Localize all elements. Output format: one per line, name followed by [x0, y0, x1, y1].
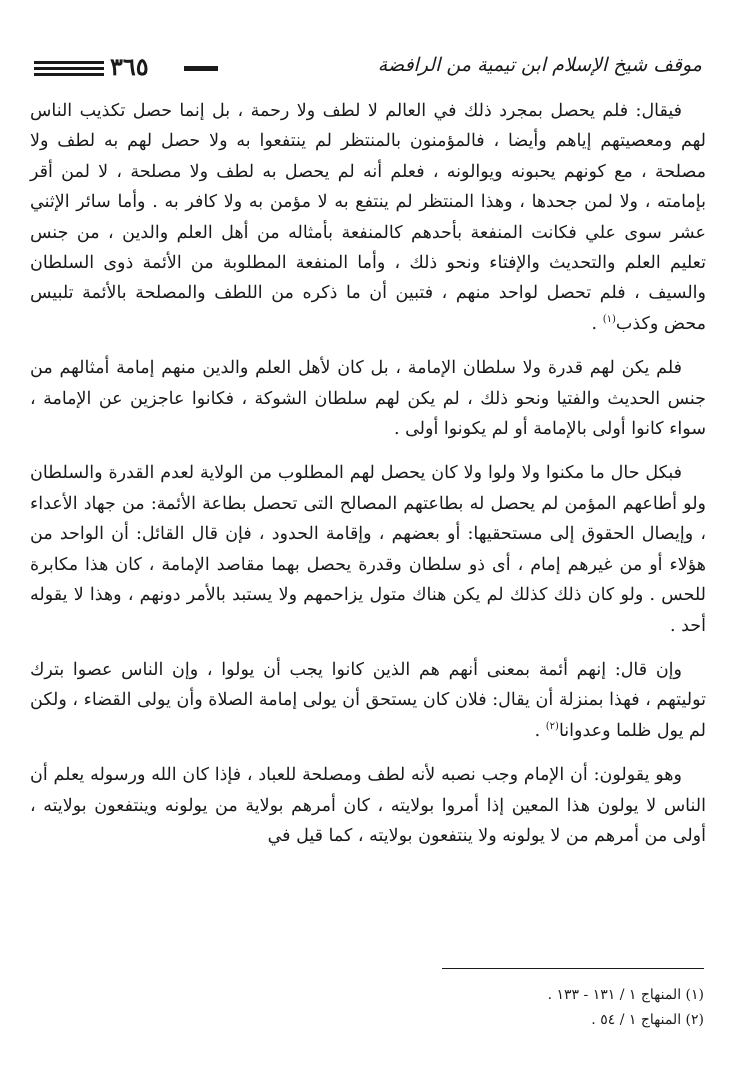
- footnotes: [284, 983, 704, 1033]
- paragraph-end: .: [591, 313, 603, 334]
- header-rule-bar: [184, 66, 218, 71]
- paragraph: [30, 353, 706, 444]
- header-rule-line: [34, 73, 104, 76]
- paragraph: [30, 458, 706, 640]
- footnote-separator: [442, 968, 704, 969]
- paragraph-text: فبكل حال ما مكنوا ولا ولوا ولا كان يحصل لهم المطلوب من الولاية لعدم القدرة والسلطان ولو أطاعهم المؤمن لم يحصل له بطاعتهم المصالح التى تحصل بطاعة الأئمة: من جهاد الأعداء ، وإيصال الحقوق إلى مستحقيها: أو بعضهم ، وإقامة الحدود ، فإن قال القائل: أن الواحد من هؤلاء أو من غيرهم إمام ، أى ذو سلطان وقدرة يحصل بهما مقاصد الإمامة ، كان هذا مكابرة للحس . ولو كان ذلك كذلك لم يكن هناك متول يزاحمهم ولا يستبد بالأمر دونهم ، وهذا لا يقوله أحد .: [30, 463, 706, 636]
- paragraph-end: .: [534, 720, 546, 741]
- footnote-reference: (١): [602, 314, 616, 326]
- footnote: (١) المنهاج ١ / ١٣١ - ١٣٣ .: [547, 987, 704, 1003]
- paragraph: [30, 96, 706, 339]
- header-rule-line: [34, 67, 104, 70]
- main-text: [30, 96, 706, 851]
- running-head: [34, 50, 702, 90]
- footnote-reference: (٢): [545, 720, 559, 732]
- paragraph: [30, 760, 706, 851]
- page-number: ٣٦٥: [110, 52, 149, 81]
- paragraph-text: فلم يكن لهم قدرة ولا سلطان الإمامة ، بل كان لأهل العلم والدين منهم إمامة أمثالهم من جنس الحديث والفتيا ونحو ذلك ، لم يكن لهم سلطان الشوكة ، فكانوا عاجزين عن الإمامة ، سواء كانوا أولى بالإمامة أو لم يكونوا أولى .: [30, 358, 706, 440]
- book-title: موقف شيخ الإسلام ابن تيمية من الرافضة: [377, 54, 702, 76]
- page-number-group: [34, 50, 224, 84]
- paragraph-text: فيقال: فلم يحصل بمجرد ذلك في العالم لا لطف ولا رحمة ، بل إنما حصل تكذيب الناس لهم ومعصيتهم إياهم وأيضا ، فالمؤمنون بالمنتظر لم ينتفعوا به ولا حصل لهم به لطف ولا مصلحة ، مع كونهم يحبونه ويوالونه ، فعلم أنه لم يحصل به لطف ولا مصلحة ، لا لمن أقر بإمامته ، ولا لمن جحدها ، وهذا المنتظر لم ينتفع به لا مؤمن به ولا كافر به . وأما سائر الإثني عشر سوى علي فكانت المنفعة بأحدهم كالمنفعة بأمثاله من أهل العلم والدين ، من جنس تعليم العلم والتحديث والإفتاء ونحو ذلك ، وأما المنفعة المطلوبة من الأئمة ذوى السلطان والسيف ، فلم تحصل لواحد منهم ، فتبين أن ما ذكره من اللطف والمصلحة بالأئمة تلبيس محض وكذب: [30, 101, 706, 334]
- paragraph-text: وهو يقولون: أن الإمام وجب نصبه لأنه لطف ومصلحة للعباد ، فإذا كان الله ورسوله يعلم أن الناس لا يولون هذا المعين إذا أمروا بولايته ، كان أمرهم بولاية من يولونه وينتفعون بولايته ، أولى من أمرهم من لا يولونه ولا ينتفعون بولايته ، كما قيل في: [30, 765, 706, 846]
- paragraph-text: وإن قال: إنهم أئمة بمعنى أنهم هم الذين كانوا يجب أن يولوا ، وإن الناس عصوا بترك توليتهم ، فهذا بمنزلة أن يقال: فلان كان يستحق أن يولى إمامة الصلاة وأن يولى القضاء ، ولكن لم يول ظلما وعدوانا: [30, 659, 706, 741]
- header-rule-line: [34, 61, 104, 64]
- paragraph: [30, 655, 706, 746]
- footnote: (٢) المنهاج ١ / ٥٤ .: [591, 1012, 704, 1028]
